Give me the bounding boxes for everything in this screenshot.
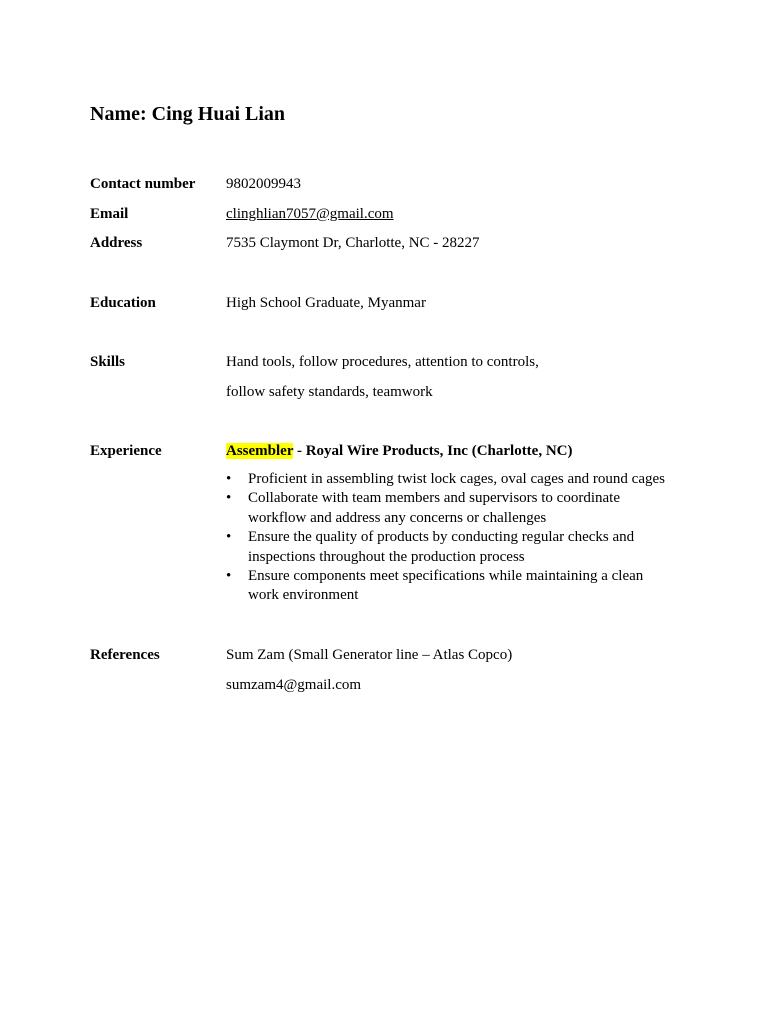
email-link[interactable]: clinghlian7057@gmail.com (226, 206, 394, 222)
reference-email: sumzam4@gmail.com (226, 677, 362, 693)
education-value: High School Graduate, Myanmar (226, 295, 426, 311)
experience-label: Experience (90, 443, 162, 459)
resume-name: Name: Cing Huai Lian (90, 103, 286, 125)
contact-number-label: Contact number (90, 176, 196, 192)
address-value: 7535 Claymont Dr, Charlotte, NC - 28227 (226, 235, 480, 251)
address-label: Address (90, 235, 143, 251)
skills-line-2: follow safety standards, teamwork (226, 384, 433, 400)
experience-bullet: • Ensure components meet specifications while maintaining a clean work environment (226, 567, 676, 606)
skills-label: Skills (90, 354, 126, 370)
job-title: Assembler (226, 443, 294, 459)
skills-line-1: Hand tools, follow procedures, attention to controls, (226, 354, 539, 370)
experience-bullet: • Proficient in assembling twist lock cages, oval cages and round cages (226, 470, 676, 489)
experience-heading (226, 443, 573, 460)
email-label: Email (90, 206, 129, 222)
education-label: Education (90, 295, 156, 311)
company-name: - Royal Wire Products, Inc (Charlotte, NC) (293, 443, 573, 459)
email-value[interactable] (226, 206, 394, 223)
experience-bullet: • Ensure the quality of products by conducting regular checks and inspections throughout the production process (226, 528, 676, 567)
references-label: References (90, 647, 160, 663)
experience-bullet: • Collaborate with team members and supervisors to coordinate workflow and address any concerns or challenges (226, 489, 676, 528)
experience-bullet-list (226, 470, 676, 606)
reference-name: Sum Zam (Small Generator line – Atlas Copco) (226, 647, 513, 663)
contact-number-value: 9802009943 (226, 176, 301, 192)
